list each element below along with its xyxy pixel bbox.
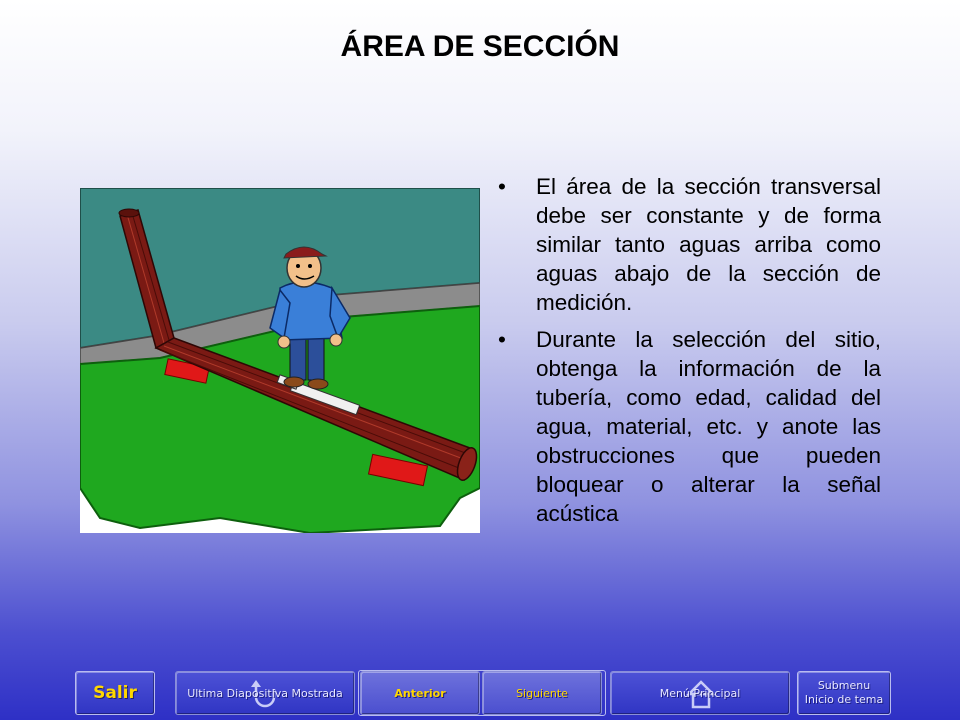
pipe-worker-illustration	[80, 188, 480, 533]
submenu-label-line2: Inicio de tema	[804, 693, 884, 706]
bullet-list	[498, 172, 881, 536]
main-menu-label: Menú Principal	[659, 686, 741, 700]
submenu-button[interactable]	[797, 671, 891, 715]
previous-button-label: Anterior	[394, 686, 446, 700]
submenu-label-line1: Submenu	[817, 679, 871, 692]
next-button[interactable]	[482, 671, 602, 715]
bullet-dot: •	[498, 174, 506, 199]
next-button-label: Siguiente	[516, 686, 568, 700]
bullet-item	[498, 325, 881, 528]
bullet-text: Durante la selección del sitio, obtenga la información de la tubería, como edad, calidad del agua, material, etc. y anote las obstrucciones que pueden bloquear o alterar la señal acústica	[536, 327, 881, 526]
exit-button-label: Salir	[93, 683, 137, 703]
bullet-item	[498, 172, 881, 317]
bullet-text: El área de la sección transversal debe ser constante y de forma similar tanto aguas arriba como aguas abajo de la sección de medición.	[536, 174, 881, 315]
main-menu-button[interactable]	[610, 671, 790, 715]
slide-title: ÁREA DE SECCIÓN	[340, 30, 620, 63]
bullet-dot: •	[498, 327, 506, 352]
previous-button[interactable]	[360, 671, 480, 715]
exit-button[interactable]	[75, 671, 155, 715]
last-viewed-slide-label: Ultima Diapositiva Mostrada	[187, 686, 343, 700]
last-viewed-slide-button[interactable]	[175, 671, 355, 715]
